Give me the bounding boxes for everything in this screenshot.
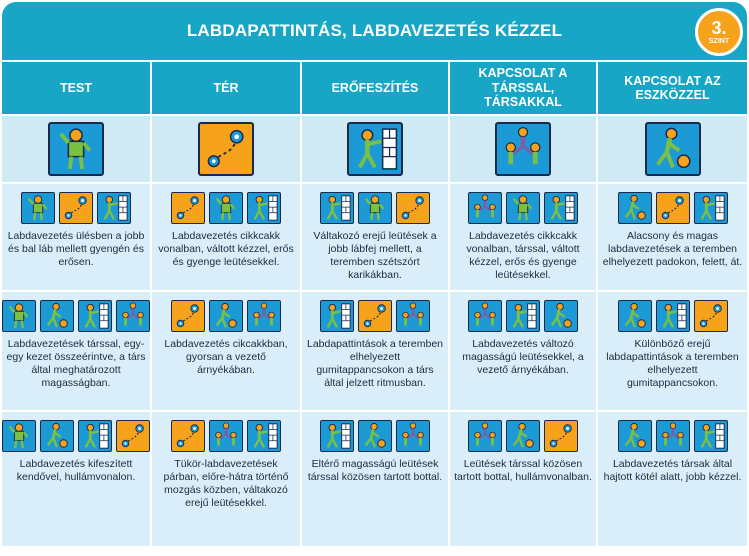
effort-wall-icon <box>78 300 112 332</box>
partners-icon <box>468 192 502 224</box>
space-path-icon <box>171 192 205 224</box>
page-title: LABDAPATTINTÁS, LABDAVEZETÉS KÉZZEL <box>186 21 563 40</box>
column-header-3: ERŐFESZÍTÉS <box>302 62 448 114</box>
activity-cell <box>152 292 300 410</box>
activity-description: Különböző erejű labdapattintások a teremben elhelyezett gumitappancsokon. <box>606 338 739 390</box>
activity-icons <box>171 420 281 452</box>
space-path-icon <box>116 420 150 452</box>
column-header-1: TEST <box>2 62 150 114</box>
ball-dribble-icon <box>358 420 392 452</box>
activity-description: Labdapattintások a teremben elhelyezett gumitappancsokon a társ által jelzett ritmusban. <box>306 338 443 390</box>
equipment-ball-icon <box>645 122 701 176</box>
effort-wall-icon <box>247 420 281 452</box>
activity-icons <box>468 192 578 224</box>
effort-wall-icon <box>694 420 728 452</box>
activity-icons <box>21 192 131 224</box>
space-path-icon <box>171 420 205 452</box>
body-icon <box>48 122 104 176</box>
activity-cell <box>302 292 448 410</box>
partners-icon <box>495 122 551 176</box>
activity-icons <box>618 192 728 224</box>
partners-icon <box>116 300 150 332</box>
activity-description: Labdavezetés cikcakkban, gyorsan a vezető árnyékában. <box>164 338 288 377</box>
activity-cell <box>302 412 448 546</box>
activity-icons <box>468 420 578 452</box>
effort-wall-icon <box>320 420 354 452</box>
ball-dribble-icon <box>506 420 540 452</box>
effort-wall-icon <box>544 192 578 224</box>
activity-description: Labdavezetés kifeszített kendővel, hullámvonalon. <box>16 458 136 484</box>
space-path-icon <box>198 122 254 176</box>
activity-icons <box>320 420 430 452</box>
activity-icons <box>618 420 728 452</box>
partners-icon <box>468 300 502 332</box>
ball-dribble-icon <box>618 300 652 332</box>
activity-description: Tükör-labdavezetések párban, előre-hátra történő mozgás közben, váltakozó erejű leütésekkel. <box>163 458 289 510</box>
activity-cell <box>2 184 150 290</box>
effort-wall-icon <box>347 122 403 176</box>
effort-wall-icon <box>320 192 354 224</box>
activity-description: Labdavezetés változó magasságú leütésekkel, a vezető árnyékában. <box>462 338 584 377</box>
activity-description: Labdavezetés társak által hajtott kötél alatt, jobb kézzel. <box>603 458 742 484</box>
partners-icon <box>396 420 430 452</box>
effort-wall-icon <box>320 300 354 332</box>
activity-icons <box>2 420 150 452</box>
space-path-icon <box>544 420 578 452</box>
activity-description: Labdavezetések társsal, egy-egy kezet összeérintve, a társ által meghatározott magasságban. <box>6 338 146 390</box>
activity-cell <box>2 412 150 546</box>
effort-wall-icon <box>247 192 281 224</box>
level-label: SZINT <box>708 38 730 45</box>
main-icon-cell <box>450 116 596 182</box>
activity-cell <box>152 184 300 290</box>
activity-cell <box>152 412 300 546</box>
partners-icon <box>247 300 281 332</box>
activity-cell <box>598 292 747 410</box>
title-bar <box>2 2 747 60</box>
effort-wall-icon <box>656 300 690 332</box>
ball-dribble-icon <box>618 420 652 452</box>
main-icon-cell <box>2 116 150 182</box>
ball-dribble-icon <box>40 300 74 332</box>
column-header-4: KAPCSOLAT A TÁRSSAL, TÁRSAKKAL <box>450 62 596 114</box>
space-path-icon <box>59 192 93 224</box>
partners-icon <box>209 420 243 452</box>
activity-cell <box>450 292 596 410</box>
ball-dribble-icon <box>618 192 652 224</box>
space-path-icon <box>656 192 690 224</box>
activity-description: Váltakozó erejű leütések a jobb lábfej mellett, a teremben szétszórt karikákban. <box>313 230 437 282</box>
body-figure-icon <box>209 192 243 224</box>
activity-description: Labdavezetés ülésben a jobb és bal láb mellett gyengén és erősen. <box>7 230 145 269</box>
effort-wall-icon <box>506 300 540 332</box>
ball-dribble-icon <box>209 300 243 332</box>
body-figure-icon <box>506 192 540 224</box>
activity-cell <box>450 412 596 546</box>
partners-icon <box>656 420 690 452</box>
column-header-2: TÉR <box>152 62 300 114</box>
activity-icons <box>320 300 430 332</box>
column-header-5: KAPCSOLAT AZ ESZKÖZZEL <box>598 62 747 114</box>
activity-description: Labdavezetés cikkcakk vonalban, társsal, váltott kézzel, erős és gyenge leütésekkel. <box>466 230 580 282</box>
effort-wall-icon <box>694 192 728 224</box>
activity-icons <box>320 192 430 224</box>
ball-dribble-icon <box>40 420 74 452</box>
activity-description: Leütések társsal közösen tartott bottal, hullámvonalban. <box>454 458 592 484</box>
body-figure-icon <box>2 420 36 452</box>
level-number: 3. <box>711 18 727 38</box>
activity-icons <box>171 300 281 332</box>
space-path-icon <box>694 300 728 332</box>
activity-icons <box>468 300 578 332</box>
activity-description: Eltérő magasságú leütések társsal közösen tartott bottal. <box>307 458 443 484</box>
body-figure-icon <box>2 300 36 332</box>
activity-cell <box>450 184 596 290</box>
partners-icon <box>396 300 430 332</box>
activity-cell <box>598 412 747 546</box>
ball-dribble-icon <box>544 300 578 332</box>
activity-icons <box>618 300 728 332</box>
space-path-icon <box>171 300 205 332</box>
space-path-icon <box>358 300 392 332</box>
activity-icons <box>2 300 150 332</box>
effort-wall-icon <box>78 420 112 452</box>
level-badge <box>695 8 743 56</box>
body-figure-icon <box>358 192 392 224</box>
activity-cell <box>302 184 448 290</box>
main-icon-cell <box>598 116 747 182</box>
space-path-icon <box>396 192 430 224</box>
effort-wall-icon <box>97 192 131 224</box>
activity-cell <box>2 292 150 410</box>
partners-icon <box>468 420 502 452</box>
main-icon-cell <box>302 116 448 182</box>
body-figure-icon <box>21 192 55 224</box>
activity-icons <box>171 192 281 224</box>
activity-cell <box>598 184 747 290</box>
main-icon-cell <box>152 116 300 182</box>
activity-description: Alacsony és magas labdavezetések a teremben elhelyezett padokon, felett, át. <box>602 230 743 269</box>
activity-description: Labdavezetés cikkcakk vonalban, váltott kézzel, erős és gyenge leütésekkel. <box>158 230 294 269</box>
